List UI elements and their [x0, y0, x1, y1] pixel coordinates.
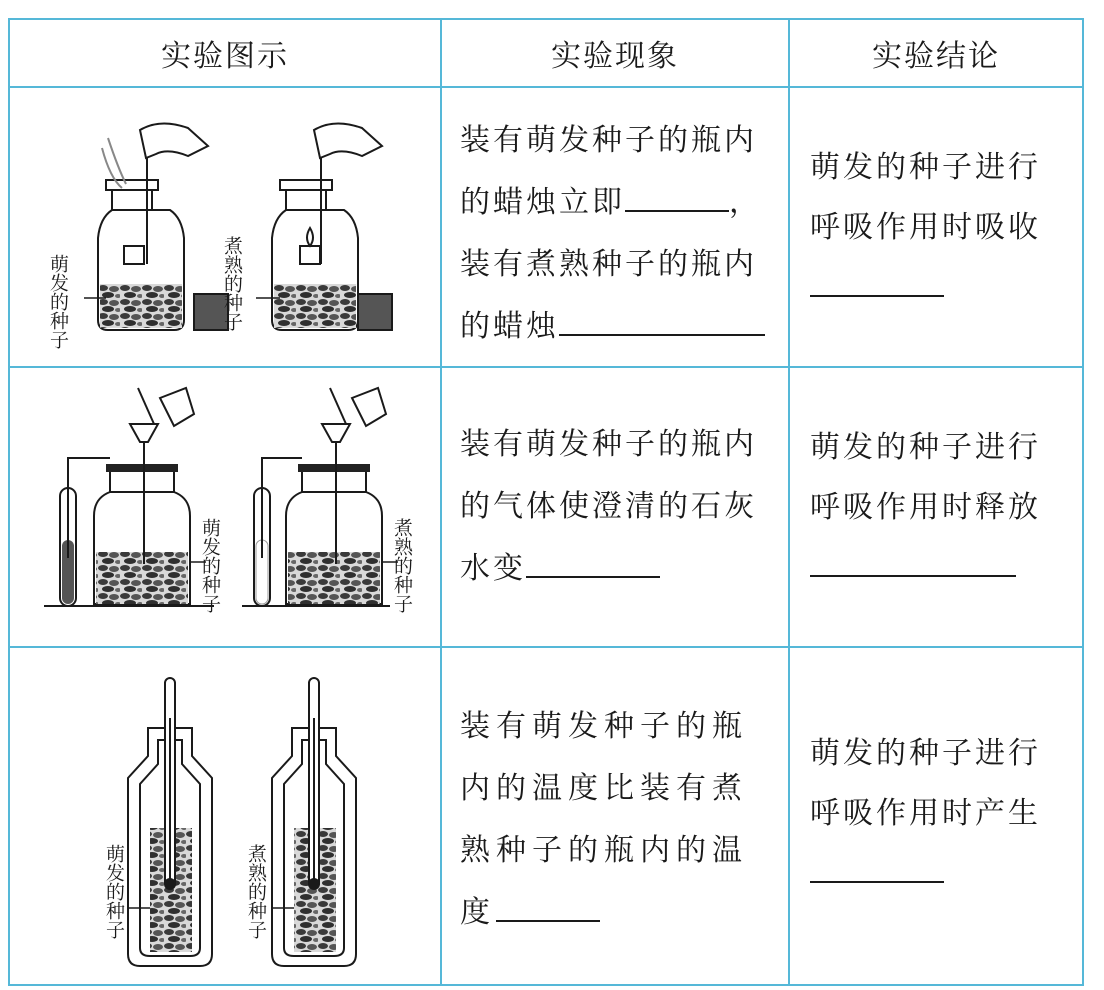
limewater-experiment-diagram [10, 368, 442, 646]
label-germinating-seeds: 萌发的种子 [199, 518, 221, 613]
label-boiled-seeds: 煮熟的种子 [245, 844, 267, 939]
boiled-bottle [242, 388, 398, 606]
cover-lid [358, 294, 392, 330]
phenomenon-cell [441, 647, 789, 985]
header-diagram: 实验图示 [9, 19, 441, 87]
conclusion-text: 萌发的种子进行 [810, 736, 1041, 771]
diagram-cell [9, 87, 441, 367]
label-germinating-seeds: 萌发的种子 [103, 844, 125, 939]
answer-blank[interactable] [559, 306, 765, 336]
label-boiled-seeds: 煮熟的种子 [391, 518, 413, 613]
conclusion-cell [789, 87, 1083, 367]
phenomenon-cell [441, 87, 789, 367]
experiment-table [8, 18, 1084, 986]
header-phenomenon: 实验现象 [441, 19, 789, 87]
answer-blank[interactable] [810, 853, 944, 883]
conclusion-text: 呼吸作用时释放 [810, 490, 1041, 525]
phenomenon-text: 的气体使澄清的石灰 [460, 489, 757, 524]
phenomenon-text: 的蜡烛立即 [460, 185, 625, 220]
diagram-cell [9, 367, 441, 647]
diagram-cell [9, 647, 441, 985]
answer-blank[interactable] [810, 267, 944, 297]
label-boiled-seeds: 煮熟的种子 [221, 236, 243, 331]
boiled-flask [272, 678, 356, 966]
table-row [9, 647, 1083, 985]
table-row [9, 367, 1083, 647]
phenomenon-text: 装有萌发种子的瓶内 [460, 427, 757, 462]
header-row [9, 19, 1083, 87]
conclusion-text: 萌发的种子进行 [810, 150, 1041, 185]
conclusion-cell [789, 647, 1083, 985]
phenomenon-text: 装有煮熟种子的瓶内 [460, 247, 757, 282]
answer-blank[interactable] [810, 547, 1016, 577]
germinating-bottle [44, 388, 214, 606]
phenomenon-text: 水变 [460, 551, 526, 586]
label-germinating-seeds: 萌发的种子 [47, 254, 69, 349]
phenomenon-text: 内的温度比装有煮 [460, 771, 748, 806]
answer-blank[interactable] [625, 182, 729, 212]
phenomenon-text: 熟种子的瓶内的温 [460, 833, 748, 868]
phenomenon-text: 装有萌发种子的瓶 [460, 709, 748, 744]
answer-blank[interactable] [496, 892, 600, 922]
phenomenon-text: 度 [460, 895, 496, 930]
phenomenon-text: 装有萌发种子的瓶内 [460, 123, 757, 158]
header-conclusion: 实验结论 [789, 19, 1083, 87]
table-row [9, 87, 1083, 367]
germinating-flask [128, 678, 212, 966]
candle-experiment-diagram [10, 88, 442, 366]
phenomenon-cell [441, 367, 789, 647]
punctuation: ， [729, 185, 762, 220]
conclusion-cell [789, 367, 1083, 647]
conclusion-text: 呼吸作用时产生 [810, 796, 1041, 831]
phenomenon-text: 的蜡烛 [460, 309, 559, 344]
germinating-bottle [98, 123, 208, 330]
thermos-experiment-diagram [10, 648, 442, 984]
answer-blank[interactable] [526, 548, 660, 578]
conclusion-text: 萌发的种子进行 [810, 430, 1041, 465]
conclusion-text: 呼吸作用时吸收 [810, 210, 1041, 245]
